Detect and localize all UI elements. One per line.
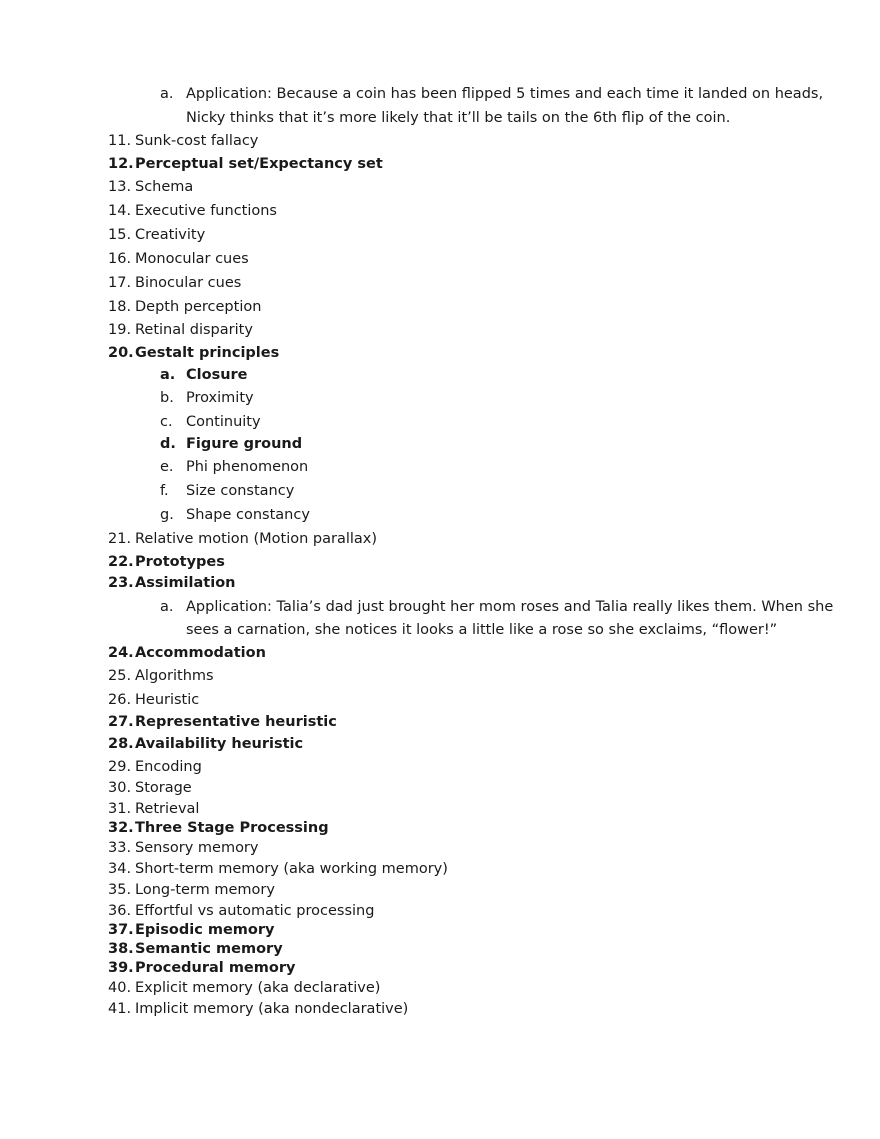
subitem-marker: f. [160,483,169,499]
item-number: 11. [108,133,132,149]
item-text: Binocular cues [135,275,242,291]
item-text: Three Stage Processing [135,820,329,836]
item-text: Schema [135,179,194,195]
item-number: 30. [108,780,132,796]
item-number: 28. [108,736,134,752]
subitem-marker: c. [160,414,173,430]
item-text: Assimilation [135,575,236,591]
item-text: Heuristic [135,692,200,708]
item-number: 27. [108,714,134,730]
subitem-marker: b. [160,390,174,406]
item-number: 18. [108,299,132,315]
item-number: 24. [108,645,134,661]
subitem-marker: d. [160,436,176,452]
item-number: 22. [108,554,134,570]
item-text: Semantic memory [135,941,283,957]
item-number: 32. [108,820,134,836]
item-text: Procedural memory [135,960,296,976]
item-text: Storage [135,780,192,796]
item-text: Executive functions [135,203,277,219]
item-number: 29. [108,759,132,775]
subitem-marker: a. [160,367,176,383]
item-text: Sensory memory [135,840,259,856]
item-text: Availability heuristic [135,736,304,752]
item-number: 39. [108,960,134,976]
item-number: 23. [108,575,134,591]
item-number: 40. [108,980,132,996]
subitem-marker: a. [160,86,174,102]
subitem-text: Continuity [186,414,261,430]
item-number: 15. [108,227,132,243]
item-text: Perceptual set/Expectancy set [135,156,383,172]
item-number: 16. [108,251,132,267]
subitem-text: Application: Talia’s dad just brought her mom roses and Talia really likes them. When she [186,599,834,615]
item-number: 12. [108,156,134,172]
item-number: 26. [108,692,132,708]
item-text: Encoding [135,759,202,775]
item-text: Monocular cues [135,251,249,267]
item-text: Sunk-cost fallacy [135,133,259,149]
item-number: 25. [108,668,132,684]
item-number: 17. [108,275,132,291]
item-text: Retinal disparity [135,322,253,338]
item-number: 33. [108,840,132,856]
item-text: Relative motion (Motion parallax) [135,531,378,547]
item-text: Short-term memory (aka working memory) [135,861,448,877]
item-number: 20. [108,345,134,361]
item-text: Explicit memory (aka declarative) [135,980,381,996]
item-number: 34. [108,861,132,877]
item-text: Gestalt principles [135,345,280,361]
subitem-text: Shape constancy [186,507,310,523]
item-text: Accommodation [135,645,266,661]
item-text: Depth perception [135,299,262,315]
subitem-text: Application: Because a coin has been flipped 5 times and each time it landed on heads, [186,86,824,102]
item-text: Episodic memory [135,922,275,938]
subitem-text: Closure [186,367,248,383]
item-number: 19. [108,322,132,338]
item-number: 21. [108,531,132,547]
item-number: 35. [108,882,132,898]
item-number: 41. [108,1001,132,1017]
subitem-text: Nicky thinks that it’s more likely that it’ll be tails on the 6th flip of the coin. [186,110,731,126]
item-text: Implicit memory (aka nondeclarative) [135,1001,409,1017]
subitem-marker: a. [160,599,174,615]
item-number: 38. [108,941,134,957]
subitem-text: Figure ground [186,436,303,452]
subitem-text: Phi phenomenon [186,459,309,475]
item-number: 36. [108,903,132,919]
item-text: Algorithms [135,668,214,684]
item-text: Retrieval [135,801,200,817]
item-text: Representative heuristic [135,714,337,730]
item-number: 13. [108,179,132,195]
subitem-marker: e. [160,459,174,475]
item-text: Long-term memory [135,882,275,898]
subitem-text: Size constancy [186,483,295,499]
item-number: 31. [108,801,132,817]
item-number: 14. [108,203,132,219]
subitem-text: sees a carnation, she notices it looks a little like a rose so she exclaims, “flower!” [186,622,778,638]
subitem-text: Proximity [186,390,254,406]
item-text: Creativity [135,227,206,243]
item-text: Effortful vs automatic processing [135,903,375,919]
item-number: 37. [108,922,134,938]
item-text: Prototypes [135,554,225,570]
subitem-marker: g. [160,507,174,523]
